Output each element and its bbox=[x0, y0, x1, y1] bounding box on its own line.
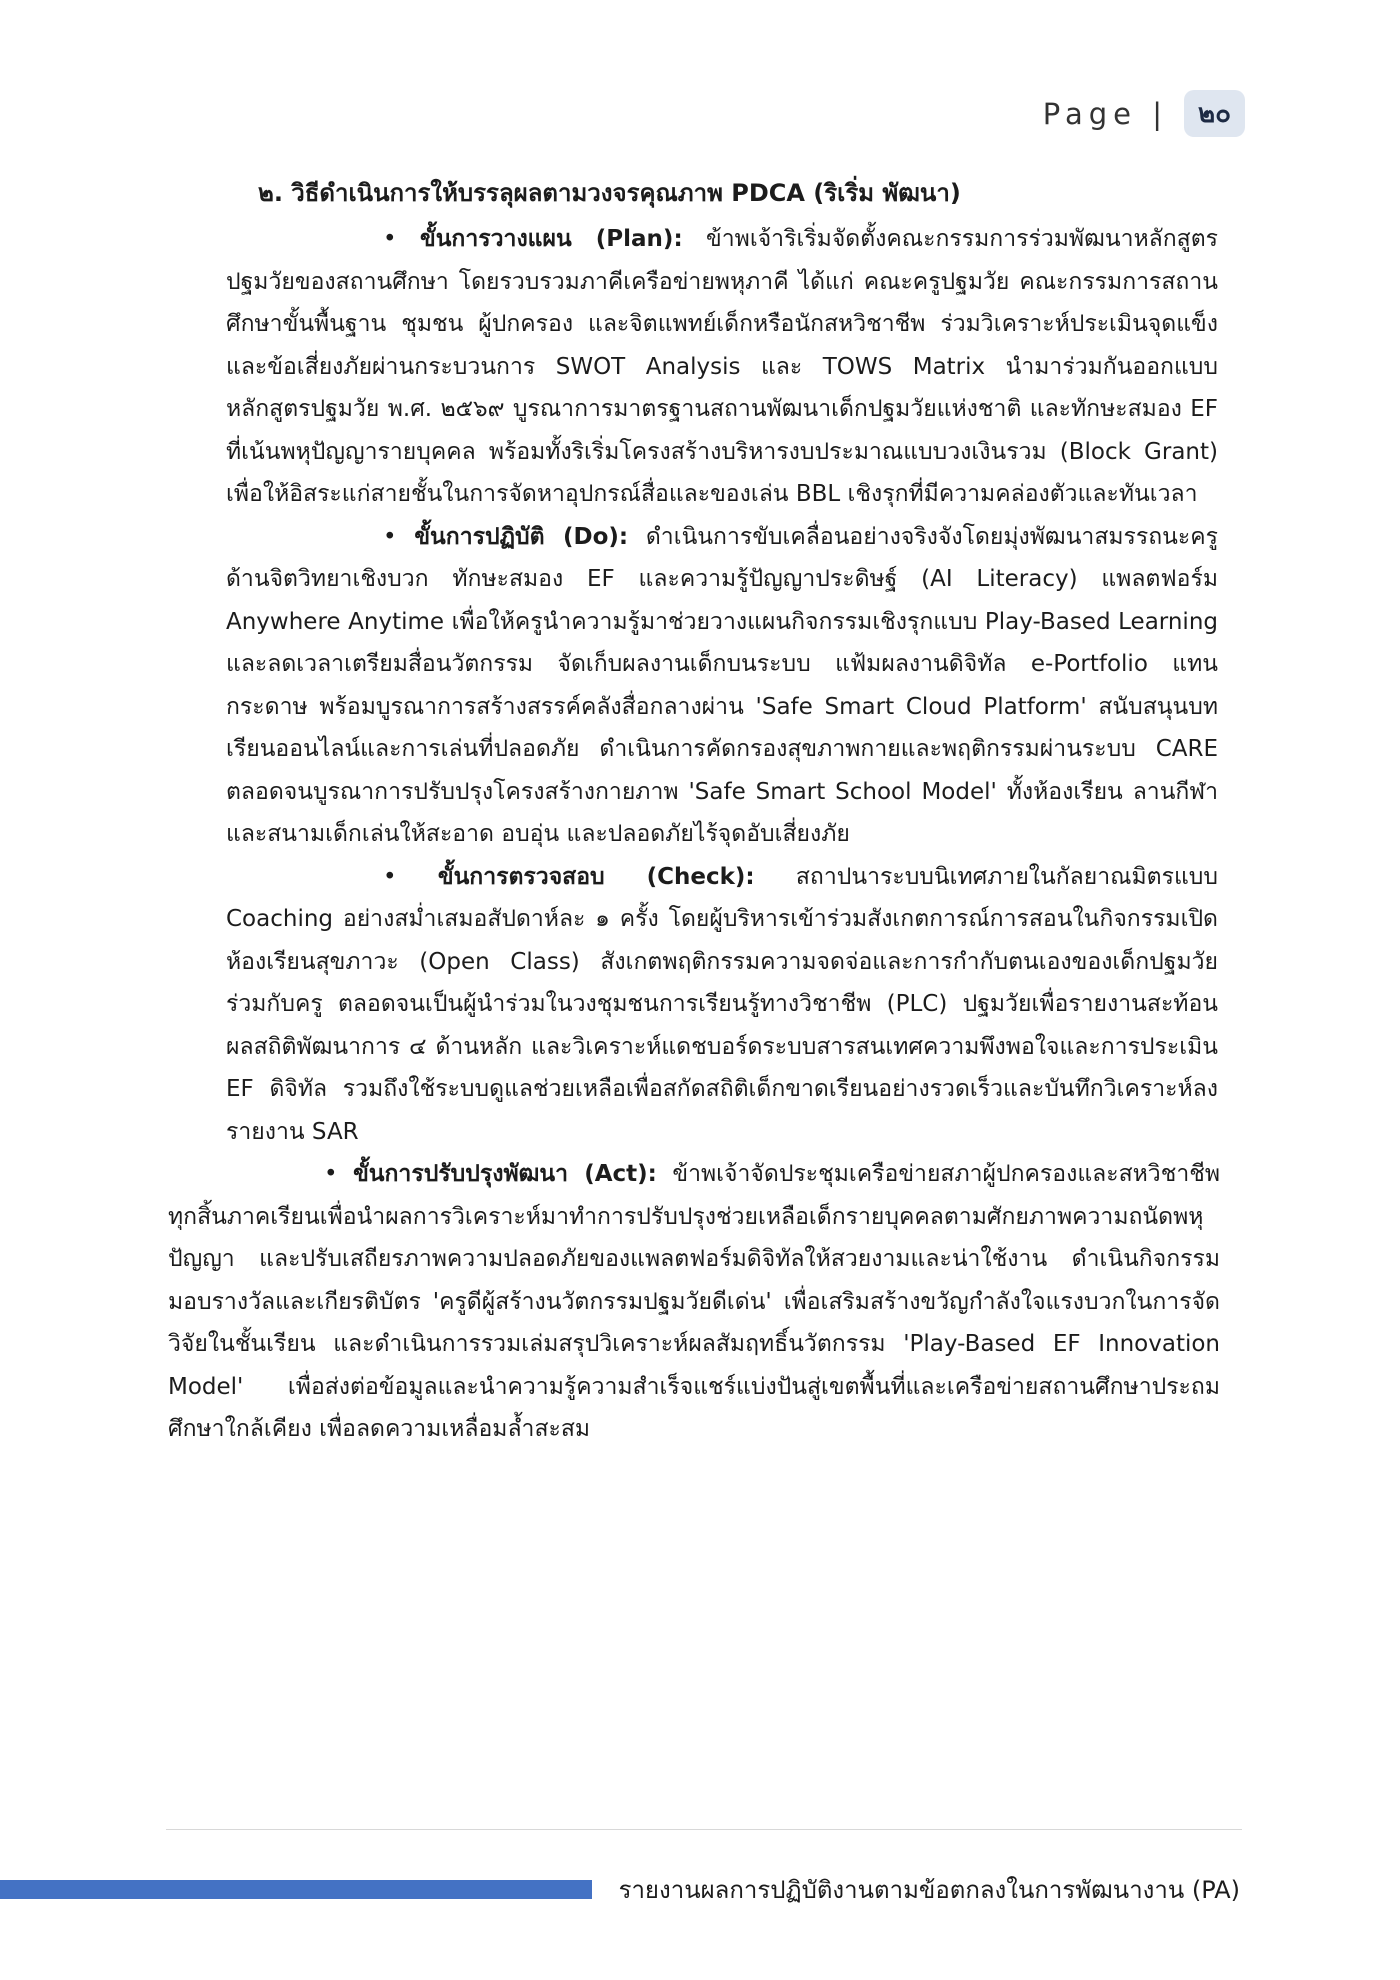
step-act-paragraph: • ขั้นการปรับปรุงพัฒนา (Act): ข้าพเจ้าจัดประชุมเครือข่ายสภาผู้ปกครองและสหวิชาชีพทุกสิ้นภาคเรียนเพื่อนำผลการวิเคราะห์มาทำการปรับปรุงช่วยเหลือเด็กรายบุคคลตามศักยภาพความถนัดพหุปัญญา และปรับเสถียรภาพความปลอดภัยของแพลตฟอร์มดิจิทัลให้สวยงามและน่าใช้งาน ดำเนินกิจกรรมมอบรางวัลและเกียรติบัตร 'ครูดีผู้สร้างนวัตกรรมปฐมวัยดีเด่น' เพื่อเสริมสร้างขวัญกำลังใจแรงบวกในการจัดวิจัยในชั้นเรียน และดำเนินการรวมเล่มสรุปวิเคราะห์ผลสัมฤทธิ์นวัตกรรม 'Play-Based EF Innovation Model' เพื่อส่งต่อข้อมูลและนำความรู้ความสำเร็จแชร์แบ่งปันสู่เขตพื้นที่และเครือข่ายสถานศึกษาประถมศึกษาใกล้เคียง เพื่อลดความเหลื่อมล้ำสะสม bbox=[168, 1161, 1221, 1442]
step-act-title: ขั้นการปรับปรุงพัฒนา (Act): bbox=[353, 1161, 657, 1187]
footer-accent-bar bbox=[0, 1880, 592, 1899]
step-plan-text: ข้าพเจ้าริเริ่มจัดตั้งคณะกรรมการร่วมพัฒนาหลักสูตรปฐมวัยของสถานศึกษา โดยรวบรวมภาคีเครือข่ายพหุภาคี ได้แก่ คณะครูปฐมวัย คณะกรรมการสถานศึกษาขั้นพื้นฐาน ชุมชน ผู้ปกครอง และจิตแพทย์เด็กหรือนักสหวิชาชีพ ร่วมวิเคราะห์ประเมินจุดแข็งและข้อเสี่ยงภัยผ่านกระบวนการ SWOT Analysis และ TOWS Matrix นำมาร่วมกันออกแบบหลักสูตรปฐมวัย พ.ศ. ๒๕๖๙ บูรณาการมาตรฐานสถานพัฒนาเด็กปฐมวัยแห่งชาติ และทักษะสมอง EF ที่เน้นพหุปัญญารายบุคคล พร้อมทั้งริเริ่มโครงสร้างบริหารงบประมาณแบบวงเงินรวม (Block Grant) เพื่อให้อิสระแก่สายชั้นในการจัดหาอุปกรณ์สื่อและของเล่น BBL เชิงรุกที่มีความคล่องตัวและทันเวลา bbox=[226, 226, 1218, 507]
section-heading: ๒. วิธีดำเนินการให้บรรลุผลตามวงจรคุณภาพ PDCA (ริเริ่ม พัฒนา) bbox=[258, 179, 961, 207]
step-plan-title: ขั้นการวางแผน (Plan): bbox=[419, 226, 683, 252]
page-header bbox=[1043, 90, 1245, 137]
step-check-text: สถาปนาระบบนิเทศภายในกัลยาณมิตรแบบ Coaching อย่างสม่ำเสมอสัปดาห์ละ ๑ ครั้ง โดยผู้บริหารเข้าร่วมสังเกตการณ์การสอนในกิจกรรมเปิดห้องเรียนสุขภาวะ (Open Class) สังเกตพฤติกรรมความจดจ่อและการกำกับตนเองของเด็กปฐมวัยร่วมกับครู ตลอดจนเป็นผู้นำร่วมในวงชุมชนการเรียนรู้ทางวิชาชีพ (PLC) ปฐมวัยเพื่อรายงานสะท้อนผลสถิติพัฒนาการ ๔ ด้านหลัก และวิเคราะห์แดชบอร์ดระบบสารสนเทศความพึงพอใจและการประเมิน EF ดิจิทัล รวมถึงใช้ระบบดูแลช่วยเหลือเพื่อสกัดสถิติเด็กขาดเรียนอย่างรวดเร็วและบันทึกวิเคราะห์ลงรายงาน SAR bbox=[226, 863, 1218, 1145]
footer-divider bbox=[166, 1829, 1242, 1830]
page-label: Page | bbox=[1042, 96, 1168, 131]
step-do-title: ขั้นการปฏิบัติ (Do): bbox=[414, 523, 629, 550]
step-do-text: ดำเนินการขับเคลื่อนอย่างจริงจังโดยมุ่งพัฒนาสมรรถนะครูด้านจิตวิทยาเชิงบวก ทักษะสมอง EF และความรู้ปัญญาประดิษฐ์ (AI Literacy) แพลตฟอร์ม Anywhere Anytime เพื่อให้ครูนำความรู้มาช่วยวางแผนกิจกรรมเชิงรุกแบบ Play-Based Learning และลดเวลาเตรียมสื่อนวัตกรรม จัดเก็บผลงานเด็กบนระบบ แฟ้มผลงานดิจิทัล e-Portfolio แทนกระดาษ พร้อมบูรณาการสร้างสรรค์คลังสื่อกลางผ่าน 'Safe Smart Cloud Platform' สนับสนุนบทเรียนออนไลน์และการเล่นที่ปลอดภัย ดำเนินการคัดกรองสุขภาพกายและพฤติกรรมผ่านระบบ CARE ตลอดจนบูรณาการปรับปรุงโครงสร้างกายภาพ 'Safe Smart School Model' ทั้งห้องเรียน ลานกีฬา และสนามเด็กเล่นให้สะอาด อบอุ่น และปลอดภัยไร้จุดอับเสี่ยงภัย bbox=[226, 523, 1218, 847]
step-act-text: ข้าพเจ้าจัดประชุมเครือข่ายสภาผู้ปกครองและสหวิชาชีพทุกสิ้นภาคเรียนเพื่อนำผลการวิเคราะห์มาทำการปรับปรุงช่วยเหลือเด็กรายบุคคลตามศักยภาพความถนัดพหุปัญญา และปรับเสถียรภาพความปลอดภัยของแพลตฟอร์มดิจิทัลให้สวยงามและน่าใช้งาน ดำเนินกิจกรรมมอบรางวัลและเกียรติบัตร 'ครูดีผู้สร้างนวัตกรรมปฐมวัยดีเด่น' เพื่อเสริมสร้างขวัญกำลังใจแรงบวกในการจัดวิจัยในชั้นเรียน และดำเนินการรวมเล่มสรุปวิเคราะห์ผลสัมฤทธิ์นวัตกรรม 'Play-Based EF Innovation Model' เพื่อส่งต่อข้อมูลและนำความรู้ความสำเร็จแชร์แบ่งปันสู่เขตพื้นที่และเครือข่ายสถานศึกษาประถมศึกษาใกล้เคียง เพื่อลดความเหลื่อมล้ำสะสม bbox=[168, 1161, 1221, 1442]
step-plan-paragraph: • ขั้นการวางแผน (Plan): ข้าพเจ้าริเริ่มจัดตั้งคณะกรรมการร่วมพัฒนาหลักสูตรปฐมวัยของสถานศึกษา โดยรวบรวมภาคีเครือข่ายพหุภาคี ได้แก่ คณะครูปฐมวัย คณะกรรมการสถานศึกษาขั้นพื้นฐาน ชุมชน ผู้ปกครอง และจิตแพทย์เด็กหรือนักสหวิชาชีพ ร่วมวิเคราะห์ประเมินจุดแข็งและข้อเสี่ยงภัยผ่านกระบวนการ SWOT Analysis และ TOWS Matrix นำมาร่วมกันออกแบบหลักสูตรปฐมวัย พ.ศ. ๒๕๖๙ บูรณาการมาตรฐานสถานพัฒนาเด็กปฐมวัยแห่งชาติ และทักษะสมอง EF ที่เน้นพหุปัญญารายบุคคล พร้อมทั้งริเริ่มโครงสร้างบริหารงบประมาณแบบวงเงินรวม (Block Grant) เพื่อให้อิสระแก่สายชั้นในการจัดหาอุปกรณ์สื่อและของเล่น BBL เชิงรุกที่มีความคล่องตัวและทันเวลา bbox=[226, 226, 1218, 507]
step-check-title: ขั้นการตรวจสอบ (Check): bbox=[437, 863, 755, 890]
step-do-paragraph: • ขั้นการปฏิบัติ (Do): ดำเนินการขับเคลื่อนอย่างจริงจังโดยมุ่งพัฒนาสมรรถนะครูด้านจิตวิทยาเชิงบวก ทักษะสมอง EF และความรู้ปัญญาประดิษฐ์ (AI Literacy) แพลตฟอร์ม Anywhere Anytime เพื่อให้ครูนำความรู้มาช่วยวางแผนกิจกรรมเชิงรุกแบบ Play-Based Learning และลดเวลาเตรียมสื่อนวัตกรรม จัดเก็บผลงานเด็กบนระบบ แฟ้มผลงานดิจิทัล e-Portfolio แทนกระดาษ พร้อมบูรณาการสร้างสรรค์คลังสื่อกลางผ่าน 'Safe Smart Cloud Platform' สนับสนุนบทเรียนออนไลน์และการเล่นที่ปลอดภัย ดำเนินการคัดกรองสุขภาพกายและพฤติกรรมผ่านระบบ CARE ตลอดจนบูรณาการปรับปรุงโครงสร้างกายภาพ 'Safe Smart School Model' ทั้งห้องเรียน ลานกีฬา และสนามเด็กเล่นให้สะอาด อบอุ่น และปลอดภัยไร้จุดอับเสี่ยงภัย bbox=[226, 523, 1218, 847]
step-check-paragraph: • ขั้นการตรวจสอบ (Check): สถาปนาระบบนิเทศภายในกัลยาณมิตรแบบ Coaching อย่างสม่ำเสมอสัปดาห์ละ ๑ ครั้ง โดยผู้บริหารเข้าร่วมสังเกตการณ์การสอนในกิจกรรมเปิดห้องเรียนสุขภาวะ (Open Class) สังเกตพฤติกรรมความจดจ่อและการกำกับตนเองของเด็กปฐมวัยร่วมกับครู ตลอดจนเป็นผู้นำร่วมในวงชุมชนการเรียนรู้ทางวิชาชีพ (PLC) ปฐมวัยเพื่อรายงานสะท้อนผลสถิติพัฒนาการ ๔ ด้านหลัก และวิเคราะห์แดชบอร์ดระบบสารสนเทศความพึงพอใจและการประเมิน EF ดิจิทัล รวมถึงใช้ระบบดูแลช่วยเหลือเพื่อสกัดสถิติเด็กขาดเรียนอย่างรวดเร็วและบันทึกวิเคราะห์ลงรายงาน SAR bbox=[226, 863, 1218, 1145]
page-number: ๒๐ bbox=[1184, 90, 1245, 137]
document-body bbox=[0, 172, 1400, 1451]
footer-report-title: รายงานผลการปฏิบัติงานตามข้อตกลงในการพัฒนางาน (PA) bbox=[618, 1876, 1240, 1904]
